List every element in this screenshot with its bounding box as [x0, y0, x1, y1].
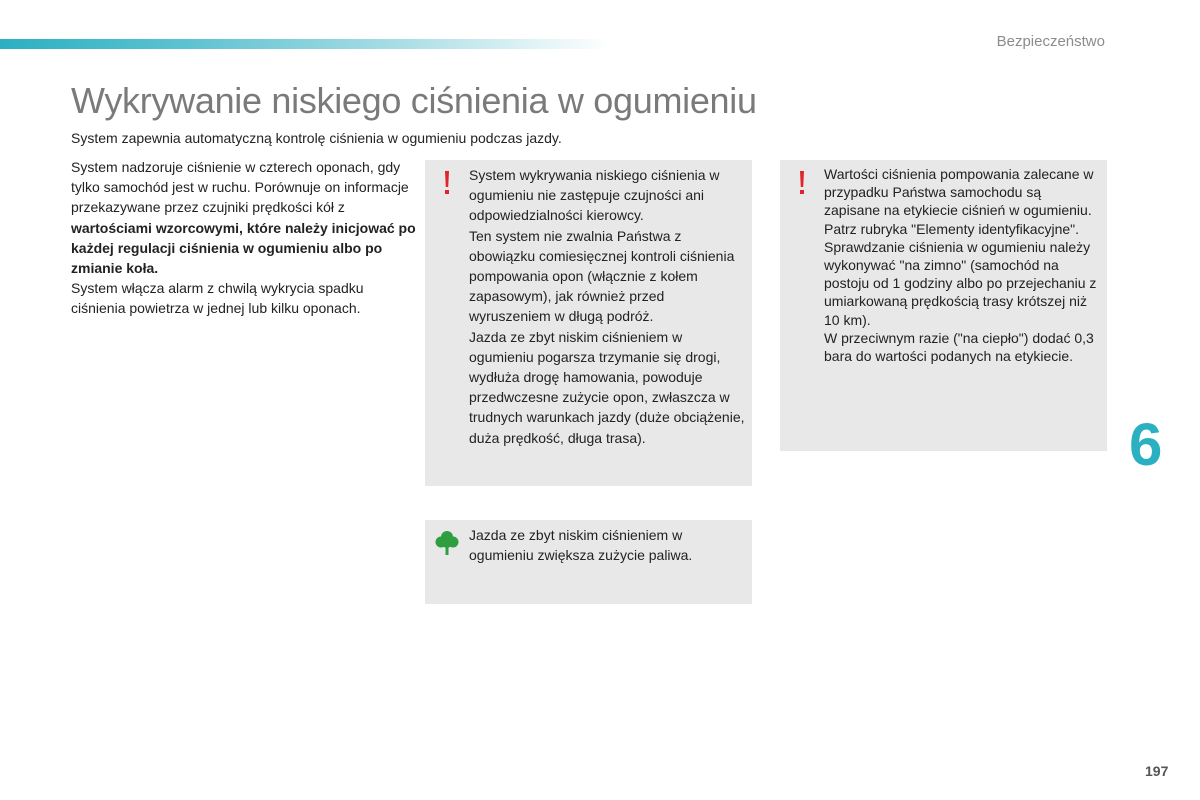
warning-paragraph: Wartości ciśnienia pompowania zalecane w przypadku Państwa samochodu są zapisane na etykiecie ciśnień w ogumieniu.: [824, 166, 1094, 219]
alarm-paragraph: System włącza alarm z chwilą wykrycia spadku ciśnienia powietrza w jednej lub kilku oponach.: [71, 280, 364, 317]
warning-paragraph: Patrz rubryka "Elementy identyfikacyjne".: [824, 220, 1080, 237]
warning-paragraph: W przeciwnym razie ("na ciepło") dodać 0,3 bara do wartości podanych na etykiecie.: [824, 329, 1094, 365]
warning-box-pressure-values: [780, 160, 1107, 451]
exclamation-icon: [790, 170, 814, 196]
header-accent-bar: [0, 39, 610, 49]
eco-tip-text: Jazda ze zbyt niskim ciśnieniem w ogumieniu zwiększa zużycie paliwa.: [469, 527, 693, 564]
chapter-number: 6: [1129, 411, 1163, 478]
section-title: Bezpieczeństwo: [996, 33, 1105, 50]
page-title: Wykrywanie niskiego ciśnienia w ogumieniu: [71, 80, 757, 121]
warning-paragraph: Ten system nie zwalnia Państwa z obowiązku comiesięcznej kontroli ciśnienia pompowania opon (włącznie z kołem zapasowym), jak również przed wyruszeniem w długą podróż.: [469, 227, 735, 325]
description-paragraph: [71, 157, 416, 278]
page-number: 197: [1145, 763, 1169, 779]
description-text: System nadzoruje ciśnienie w czterech oponach, gdy tylko samochód jest w ruchu. Porównuje on informacje przekazywane przez czujniki prędkości kół z: [71, 159, 409, 216]
warning-paragraph: Jazda ze zbyt niskim ciśnieniem w ogumieniu pogarsza trzymanie się drogi, wydłuża drogę hamowania, powoduje przedwczesne zużycie opon, zwłaszcza w trudnych warunkach jazdy (duże obciążenie, duża prędkość, długa trasa).: [469, 328, 745, 446]
warning-paragraph: Sprawdzanie ciśnienia w ogumieniu należy wykonywać "na zimno" (samochód na postoju od 1 godziny albo po przejechaniu z umiarkowaną prędkością trasy krótszej niż 10 km).: [824, 238, 1097, 328]
eco-tip-box: [425, 520, 752, 604]
warning-box-driver: [425, 160, 752, 486]
tree-icon: [435, 530, 459, 556]
description-column: [71, 157, 416, 319]
exclamation-icon: [435, 170, 459, 196]
warning-paragraph: System wykrywania niskiego ciśnienia w ogumieniu nie zastępuje czujności ani odpowiedzialności kierowcy.: [469, 167, 720, 224]
intro-text: System zapewnia automatyczną kontrolę ciśnienia w ogumieniu podczas jazdy.: [71, 130, 562, 146]
description-bold-text: wartościami wzorcowymi, które należy inicjować po każdej regulacji ciśnienia w ogumieniu albo po zmianie koła.: [71, 219, 416, 277]
